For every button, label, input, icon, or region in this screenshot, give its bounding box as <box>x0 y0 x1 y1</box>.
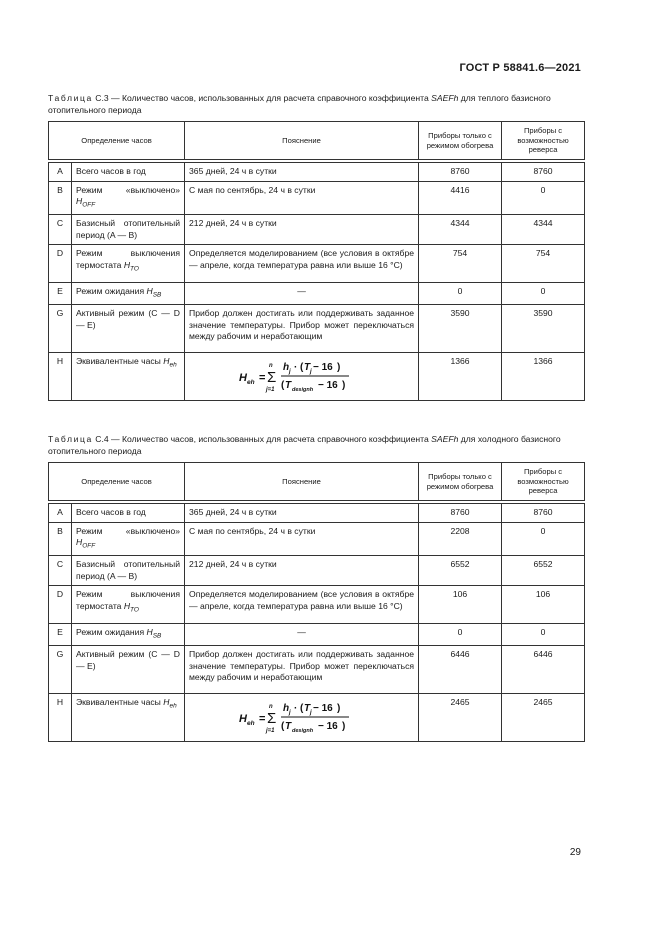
caption-text-post: для холодного базисного отопительного периода <box>48 434 561 456</box>
definition-symbol-sub: TO <box>130 265 139 273</box>
value-heating-only: 1366 <box>419 353 502 401</box>
row-letter: E <box>49 624 72 646</box>
definition-symbol-sub: eh <box>169 362 177 370</box>
value-heating-only: 2208 <box>419 522 502 556</box>
formula-num-t: T <box>303 703 310 715</box>
value-heating-only: 0 <box>419 624 502 646</box>
value-reversible: 6552 <box>502 556 585 586</box>
row-explanation: С мая по сентябрь, 24 ч в сутки <box>185 522 419 556</box>
row-letter: B <box>49 522 72 556</box>
row-letter: E <box>49 283 72 305</box>
formula-num-t-sub: j <box>309 369 312 376</box>
value-reversible: 8760 <box>502 504 585 523</box>
formula-lhs-sub: eh <box>246 379 255 387</box>
row-definition <box>72 624 185 646</box>
definition-symbol-sub: SB <box>152 632 162 640</box>
formula-sum-upper: n <box>268 704 273 711</box>
table-body <box>49 163 585 401</box>
row-letter: C <box>49 215 72 245</box>
row-explanation-formula <box>185 694 419 742</box>
header-definition: Определение часов <box>49 122 185 160</box>
definition-text: Базисный отопительный период (A — B) <box>76 218 181 240</box>
row-definition <box>72 305 185 353</box>
value-heating-only: 106 <box>419 586 502 624</box>
caption-text-post: для теплого базисного отопительного периода <box>48 93 551 115</box>
caption-italic: SAEFh <box>431 93 459 103</box>
formula-sum-lower: j=1 <box>265 387 275 394</box>
formula-den-t: T <box>284 380 291 392</box>
table-row <box>49 305 585 353</box>
formula-num-h-sub: j <box>288 710 291 717</box>
row-explanation: 212 дней, 24 ч в сутки <box>185 215 419 245</box>
equivalent-hours-formula <box>237 357 367 397</box>
definition-symbol-sub: eh <box>169 703 177 711</box>
table-row <box>49 353 585 401</box>
row-letter: C <box>49 556 72 586</box>
value-heating-only: 3590 <box>419 305 502 353</box>
value-reversible: 0 <box>502 181 585 215</box>
formula-sum-icon: Σ <box>266 710 276 728</box>
definition-text: Всего часов в год <box>76 166 146 176</box>
formula-lhs-sub: eh <box>246 720 255 728</box>
definition-text: Всего часов в год <box>76 507 146 517</box>
row-explanation: — <box>185 283 419 305</box>
definition-symbol-sub: OFF <box>82 201 96 209</box>
formula-num-t-sub: j <box>309 710 312 717</box>
table-c3 <box>48 121 585 401</box>
table-row <box>49 522 585 556</box>
formula-lhs: H <box>238 372 247 385</box>
row-explanation: 365 дней, 24 ч в сутки <box>185 163 419 182</box>
document-code: ГОСТ Р 58841.6—2021 <box>459 62 581 74</box>
formula-den-open: ( <box>280 380 284 392</box>
value-heating-only: 4416 <box>419 181 502 215</box>
table-row <box>49 694 585 742</box>
definition-symbol-sub: TO <box>130 606 139 614</box>
table-row <box>49 646 585 694</box>
value-reversible: 8760 <box>502 163 585 182</box>
row-explanation: Прибор должен достигать или поддерживать заданное значение температуры. Прибор может переключаться между рабочим и неработающим <box>185 646 419 694</box>
row-definition <box>72 586 185 624</box>
caption-label: Таблица <box>48 434 93 444</box>
definition-text: Режим «выключено» <box>76 184 181 195</box>
formula-den-close: ) <box>341 380 345 392</box>
value-heating-only: 0 <box>419 283 502 305</box>
formula-equals: = <box>258 713 265 726</box>
header-reversible: Приборы с возможностью реверса <box>502 122 585 160</box>
row-explanation: С мая по сентябрь, 24 ч в сутки <box>185 181 419 215</box>
definition-symbol: H <box>163 697 170 708</box>
definition-text: Активный режим (C — D — E) <box>76 649 181 671</box>
row-definition <box>72 215 185 245</box>
definition-text: Базисный отопительный период (A — B) <box>76 559 181 581</box>
definition-symbol: H <box>76 196 83 206</box>
row-letter: D <box>49 245 72 283</box>
equivalent-hours-formula <box>237 698 367 738</box>
caption-italic: SAEFh <box>431 434 459 444</box>
row-explanation: Определяется моделированием (все условия в октябре — апреле, когда температура равна или выше 16 °С) <box>185 245 419 283</box>
row-explanation-formula <box>185 353 419 401</box>
formula-num-minus: − 16 <box>312 362 333 374</box>
value-reversible: 3590 <box>502 305 585 353</box>
value-reversible: 2465 <box>502 694 585 742</box>
definition-text: Эквивалентные часы <box>76 356 161 367</box>
definition-text: Режим ожидания <box>76 627 145 638</box>
definition-text: Режим выключения термостата <box>76 248 181 270</box>
row-letter: A <box>49 163 72 182</box>
value-reversible: 6446 <box>502 646 585 694</box>
value-heating-only: 4344 <box>419 215 502 245</box>
value-reversible: 1366 <box>502 353 585 401</box>
definition-symbol: H <box>146 627 153 638</box>
definition-symbol: H <box>123 259 131 270</box>
formula-num-open: ( <box>299 703 303 715</box>
formula-den-minus: − 16 <box>317 721 338 733</box>
row-definition <box>72 245 185 283</box>
formula-num-h: h <box>282 703 289 715</box>
row-definition <box>72 181 185 215</box>
definition-text: Режим ожидания <box>76 286 145 297</box>
formula-den-t-sub: designh <box>291 728 313 735</box>
definition-text: Эквивалентные часы <box>76 697 161 708</box>
table-row <box>49 586 585 624</box>
formula-num-close: ) <box>336 703 340 715</box>
definition-symbol: H <box>123 600 131 611</box>
table-row <box>49 556 585 586</box>
row-definition <box>72 283 185 305</box>
caption-number: С.4 <box>95 434 109 444</box>
formula-den-t: T <box>284 721 291 733</box>
definition-text: Активный режим (C — D — E) <box>76 308 181 330</box>
row-letter: B <box>49 181 72 215</box>
formula-den-open: ( <box>280 721 284 733</box>
row-explanation: — <box>185 624 419 646</box>
value-reversible: 0 <box>502 522 585 556</box>
formula-lhs: H <box>238 713 247 726</box>
value-reversible: 106 <box>502 586 585 624</box>
header-explanation: Пояснение <box>185 122 419 160</box>
formula-num-h: h <box>282 362 289 374</box>
definition-text: Режим «выключено» <box>76 525 181 536</box>
formula-num-dot: · <box>293 703 297 715</box>
formula-num-dot: · <box>293 362 297 374</box>
value-heating-only: 6552 <box>419 556 502 586</box>
formula-den-t-sub: designh <box>291 387 313 394</box>
table-row <box>49 163 585 182</box>
header-explanation: Пояснение <box>185 463 419 501</box>
formula-equals: = <box>258 372 265 385</box>
value-heating-only: 754 <box>419 245 502 283</box>
row-explanation: Определяется моделированием (все условия в октябре — апреле, когда температура равна или выше 16 °С) <box>185 586 419 624</box>
formula-num-close: ) <box>336 362 340 374</box>
header-definition: Определение часов <box>49 463 185 501</box>
formula-sum-icon: Σ <box>266 369 276 387</box>
header-reversible: Приборы с возможностью реверса <box>502 463 585 501</box>
row-explanation: Прибор должен достигать или поддерживать заданное значение температуры. Прибор может переключаться между рабочим и неработающим <box>185 305 419 353</box>
table-c4-caption <box>48 433 581 457</box>
formula-num-h-sub: j <box>288 369 291 376</box>
table-c4 <box>48 462 585 742</box>
page-number: 29 <box>569 847 581 858</box>
row-explanation: 212 дней, 24 ч в сутки <box>185 556 419 586</box>
formula-den-close: ) <box>341 721 345 733</box>
row-definition <box>72 353 185 401</box>
definition-text: Режим выключения термостата <box>76 589 181 611</box>
value-heating-only: 2465 <box>419 694 502 742</box>
row-letter: H <box>49 353 72 401</box>
definition-symbol: H <box>146 286 153 297</box>
row-definition <box>72 504 185 523</box>
table-row <box>49 504 585 523</box>
caption-label: Таблица <box>48 93 93 103</box>
row-letter: A <box>49 504 72 523</box>
row-definition <box>72 694 185 742</box>
value-heating-only: 8760 <box>419 504 502 523</box>
header-heating-only: Приборы только с режимом обогрева <box>419 122 502 160</box>
row-letter: H <box>49 694 72 742</box>
definition-symbol-sub: OFF <box>82 542 96 550</box>
formula-den-minus: − 16 <box>317 380 338 392</box>
row-explanation: 365 дней, 24 ч в сутки <box>185 504 419 523</box>
definition-symbol: H <box>76 537 83 547</box>
value-reversible: 0 <box>502 283 585 305</box>
row-letter: G <box>49 646 72 694</box>
row-definition <box>72 646 185 694</box>
value-heating-only: 8760 <box>419 163 502 182</box>
table-c3-caption <box>48 92 581 116</box>
formula-sum-upper: n <box>268 363 273 370</box>
formula-num-open: ( <box>299 362 303 374</box>
formula-num-t: T <box>303 362 310 374</box>
value-reversible: 0 <box>502 624 585 646</box>
value-reversible: 4344 <box>502 215 585 245</box>
formula-sum-lower: j=1 <box>265 728 275 735</box>
table-row <box>49 215 585 245</box>
caption-text: — Количество часов, использованных для расчета справочного коэффициента <box>108 434 432 444</box>
caption-number: С.3 <box>95 93 109 103</box>
row-definition <box>72 163 185 182</box>
value-heating-only: 6446 <box>419 646 502 694</box>
header-heating-only: Приборы только с режимом обогрева <box>419 463 502 501</box>
row-definition <box>72 556 185 586</box>
definition-symbol-sub: SB <box>152 291 162 299</box>
row-letter: D <box>49 586 72 624</box>
table-row <box>49 245 585 283</box>
definition-symbol: H <box>163 356 170 367</box>
row-letter: G <box>49 305 72 353</box>
row-definition <box>72 522 185 556</box>
table-row <box>49 624 585 646</box>
value-reversible: 754 <box>502 245 585 283</box>
table-row <box>49 181 585 215</box>
caption-text: — Количество часов, использованных для расчета справочного коэффициента <box>108 93 432 103</box>
table-row <box>49 283 585 305</box>
formula-num-minus: − 16 <box>312 703 333 715</box>
table-body <box>49 504 585 742</box>
